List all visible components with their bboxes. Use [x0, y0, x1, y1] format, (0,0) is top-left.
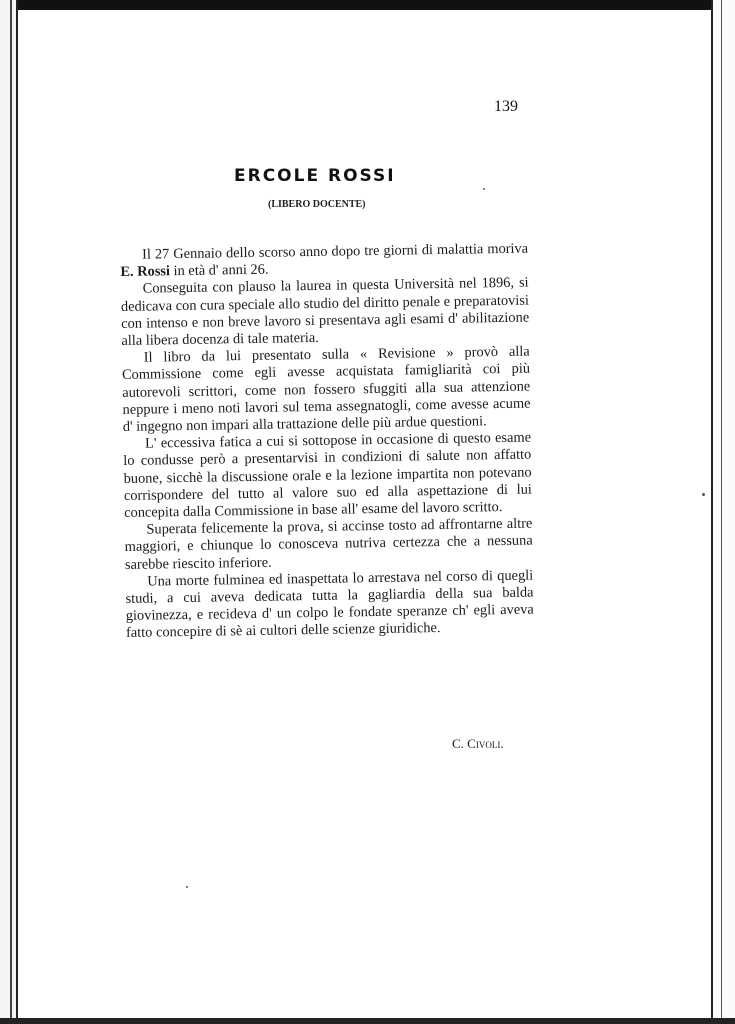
paragraph-2: Conseguita con plauso la laurea in questa Università nel 1896, si dedicava con cura speciale allo studio del diritto penale e preparatovisi con intenso e non breve lavoro si presentava agli esami d' abilitazione alla libera docenza di tale materia.: [120, 274, 530, 350]
paragraph-5: Superata felicemente la prova, si accinse tosto ad affrontarne altre maggiori, e chiunque lo conosceva nutriva certezza che a nessuna sarebbe riescito inferiore.: [124, 515, 533, 573]
paragraph-4: L' eccessiva fatica a cui si sottopose in occasione di questo esame lo condusse però a presentarvisi in condizioni di salute non affatto buone, sicchè la discussione orale e la lezione impartita non potevano corrispondere del tutto al valore suo ed alla aspettazione di lui concepita dalla Commissione in base all' esame del lavoro scritto.: [123, 429, 532, 522]
scan-speck: [483, 188, 485, 190]
article-body: [120, 241, 534, 643]
page-number: 139: [494, 98, 518, 115]
author-signature: C. Civoli.: [452, 736, 504, 751]
scan-speck: [186, 886, 188, 888]
paragraph-6: Una morte fulminea ed inaspettata lo arrestava nel corso di quegli studi, a cui aveva dedicata tutta la gagliardia della sua balda giovinezza, e recideva d' un colpo le fondate speranze ch' egli aveva fatto concepire di sè ai cultori delle scienze giuridiche.: [125, 567, 534, 642]
article-subtitle: (LIBERO DOCENTE): [268, 199, 366, 210]
deceased-name: E. Rossi: [120, 263, 171, 281]
scan-speck: [702, 493, 705, 496]
paragraph-1-before: Il 27 Gennaio dello scorso anno dopo tre giorni di malattia moriva: [141, 240, 529, 263]
article-title: ERCOLE ROSSI: [234, 166, 396, 186]
scan-bottom-edge: [0, 1018, 735, 1024]
scan-top-edge: [0, 0, 735, 10]
scan-right-edge: [711, 0, 735, 1024]
paragraph-1-after: in età d' anni 26.: [169, 261, 269, 280]
paragraph-3: Il libro da lui presentato sulla « Revisione » provò alla Commissione come egli avesse acquistata famigliarità coi più autorevoli scrittori, come non fossero sfuggiti alla sua attenzione neppure i meno noti lavori sul tema assegnatogli, come avesse acume d' ingegno non impari alla trattazione delle più ardue questioni.: [121, 343, 531, 436]
scan-left-edge: [0, 0, 18, 1024]
